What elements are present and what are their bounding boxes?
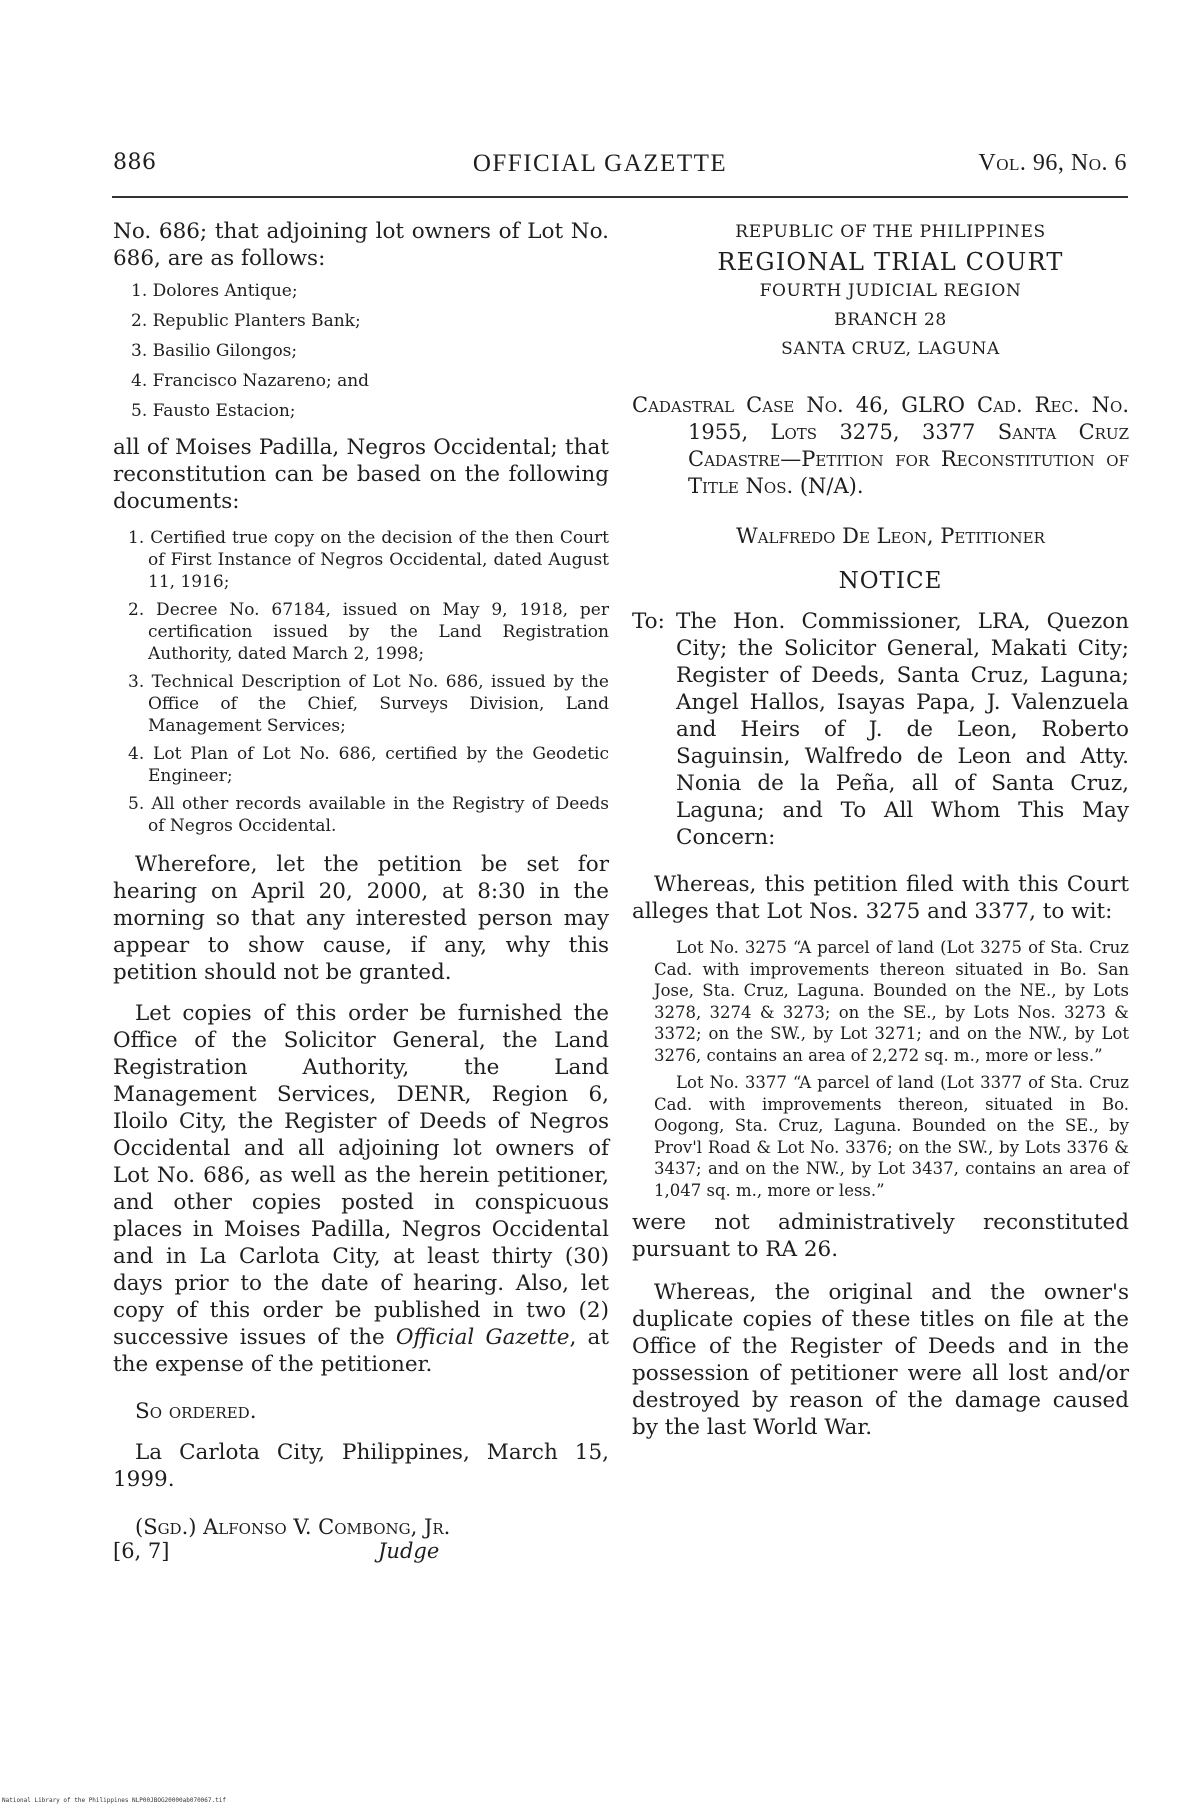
not-reconstituted: were not administratively reconstituted pursuant to RA 26. [632,1210,1129,1262]
signature-footer [113,1539,609,1567]
gazette-title: OFFICIAL GAZETTE [472,150,728,177]
lot-3377-description: Lot No. 3377 “A parcel of land (Lot 3377 of Sta. Cruz Cad. with improvements thereon, situated in Bo. Oogong, Sta. Cruz, Laguna. Bounded on the SE., by Prov'l Road & Lot No. 3376; on the SW., by Lots 3376 & 3437; and on the NW., by Lot 3437, contains an area of 1,047 sq. m., more or less.” [654,1073,1129,1200]
branch: BRANCH 28 [834,310,947,330]
judge-title: Judge [378,1539,440,1563]
republic-caption: REPUBLIC OF THE PHILIPPINES [735,222,1046,242]
list-item: 4. Francisco Nazareno; and [131,371,370,391]
addressees [632,608,1129,851]
lot-3275-description: Lot No. 3275 “A parcel of land (Lot 3275 of Sta. Cruz Cad. with improvements thereon situated in Bo. San Jose, Sta. Cruz, Laguna. Bounded on the NE., by Lots 3278, 3274 & 3273; on the SE., by Lots Nos. 3273 & 3372; on the SW., by Lot 3271; and on the NW., by Lot 3276, contains an area of 2,272 sq. m., more or less.” [654,938,1129,1065]
so-ordered: So ordered. [135,1399,257,1424]
wherefore-paragraph: Wherefore, let the petition be set for hearing on April 20, 2000, at 8:30 in the morning so that any interested person may appear to show cause, if any, why this petition should not be granted. [113,852,609,985]
judicial-region: FOURTH JUDICIAL REGION [759,281,1022,301]
gazette-name: Official Gazette [395,1325,570,1350]
copies-text-a: Let copies of this order be furnished the Office of the Solicitor General, the Land Registration Authority, the Land Management Services, DENR, Region 6, Iloilo City, the Register of Deeds of Negros Occidental and all adjoining lot owners of Lot No. 686, as well as the herein petitioner, and other copies posted in conspicuous places in Moises Padilla, Negros Occidental and in La Carlota City, at least thirty (30) days prior to the date of hearing. Also, let copy of this order be published in two (2) successive issues of the [113,1001,609,1350]
copies-paragraph [113,1000,609,1378]
right-column [632,218,1129,1441]
court-name: REGIONAL TRIAL COURT [717,248,1064,276]
intro-paragraph: No. 686; that adjoining lot owners of Lot No. 686, are as follows: [113,219,609,271]
list-item: 5. All other records available in the Registry of Deeds of Negros Occidental. [128,794,609,836]
list-item: 1. Certified true copy on the decision of the then Court of First Instance of Negros Occidental, dated August 11, 1916; [128,528,609,592]
petitioner-line: Walfredo De Leon, Petitioner [736,524,1045,548]
documents-list [128,527,609,837]
page-number: 886 [113,150,157,175]
header-rule [112,196,1128,198]
court-location: SANTA CRUZ, LAGUNA [781,339,1000,359]
place-date: La Carlota City, Philippines, March 15, 1999. [113,1440,609,1492]
left-column [113,218,609,1567]
list-item: 5. Fausto Estacion; [131,401,296,421]
list-item: 2. Decree No. 67184, issued on May 9, 1918, per certification issued by the Land Registration Authority, dated March 2, 1998; [128,600,609,664]
addressee-list: The Hon. Commissioner, LRA, Quezon City; the Solicitor General, Makati City; Register of Deeds, Santa Cruz, Laguna; Angel Hallos, Isayas Papa, J. Valenzuela and Heirs of J. de Leon, Roberto Saguinsin, Walfredo de Leon and Atty. Nonia de la Peña, all of Santa Cruz, Laguna; and To All Whom This May Concern: [676,609,1129,850]
to-label: To: [632,609,665,634]
volume-info: Vol. 96, No. 6 [978,150,1127,176]
owners-list [131,280,609,422]
scan-footer: National Library of the Philippines NLP00JBOG20000ab070067.tif [2,1797,226,1804]
list-item: 2. Republic Planters Bank; [131,311,361,331]
reconstitution-paragraph: all of Moises Padilla, Negros Occidental; that reconstitution can be based on the following documents: [113,435,609,514]
list-item: 3. Technical Description of Lot No. 686, issued by the Office of the Chief, Surveys Division, Land Management Services; [128,672,609,736]
signature-line: (Sgd.) Alfonso V. Combong, Jr. [135,1515,451,1539]
notice-heading: NOTICE [838,568,943,594]
list-item: 4. Lot Plan of Lot No. 686, certified by the Geodetic Engineer; [128,744,609,786]
issue-reference: [6, 7] [113,1539,170,1563]
list-item: 3. Basilio Gilongos; [131,341,298,361]
whereas-lost: Whereas, the original and the owner's duplicate copies of these titles on file at the Office of the Register of Deeds and in the possession of petitioner were all lost and/or destroyed by reason of the damage caused by the last World War. [632,1280,1129,1440]
case-title: Cadastral Case No. 46, GLRO Cad. Rec. No. 1955, Lots 3275, 3377 Santa Cruz Cadastre—Petition for Reconstitution of Title Nos. (N/A). [632,393,1129,498]
list-item: 1. Dolores Antique; [131,281,298,301]
whereas-allegation: Whereas, this petition filed with this Court alleges that Lot Nos. 3275 and 3377, to wit: [632,872,1129,924]
copies-text-b: , at the expense of the petitioner. [113,1325,609,1377]
